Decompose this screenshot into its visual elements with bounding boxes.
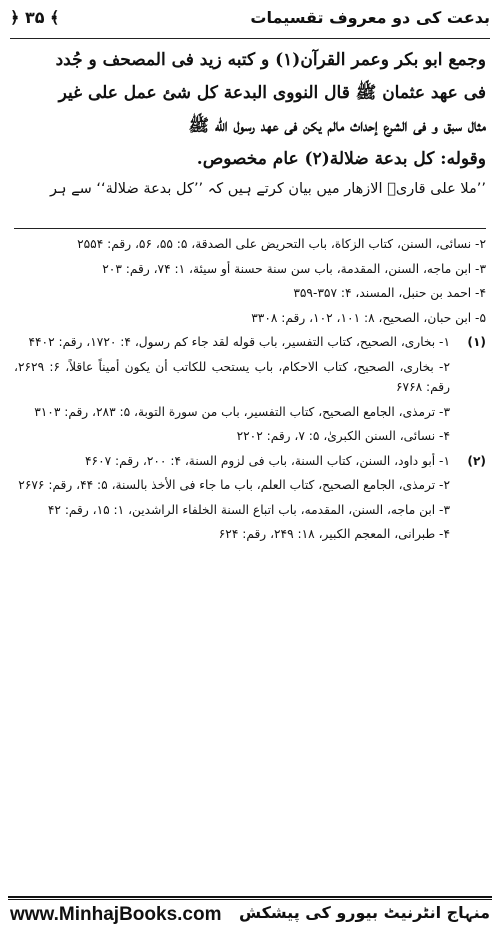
website-link[interactable]: www.MinhajBooks.com [10, 904, 222, 925]
footnote [14, 451, 486, 472]
footer-rule [8, 896, 492, 898]
footnote-text: ۱- بخاری، الصحیح، کتاب التفسیر، باب قوله لقد جاء کم رسول، ۴: ۱۷۲۰، رقم: ۴۴۰۲ [28, 335, 450, 349]
running-title: بدعت کی دو معروف تقسیمات [250, 8, 490, 27]
footnote: ۴- نسائی، السنن الکبریٰ، ۵: ۷، رقم: ۲۲۰۲ [236, 429, 450, 443]
footnote [14, 332, 486, 353]
footnote-text: ۱- أبو داود، السنن، کتاب السنة، باب فی لزوم السنة، ۴: ۲۰۰، رقم: ۴۶۰۷ [85, 453, 450, 468]
footnote: ۲- بخاری، الصحیح، کتاب الاحکام، باب یستحب للکاتب أن یکون أمیناً عاقلاً، ۶: ۲۶۲۹، رقم: ۶۷۶۸ [14, 359, 450, 394]
text-line: ’’ملا علی قاریؒ الازهار میں بیان کرتے ہیں کہ ’’کل بدعة ضلالة‘‘ سے ہر [50, 181, 486, 197]
text-line: وقوله: کل بدعة ضلالة(۲) عام مخصوص. [196, 149, 486, 169]
text-line: مثال سبق و فی الشرع إحداث مالم یکن فی عهد رسول الله ﷺ [188, 116, 486, 136]
footnote: ۴- احمد بن حنبل، المسند، ۴: ۳۵۷-۳۵۹ [293, 286, 486, 300]
footnote: ۳- ابن ماجه، السنن، المقدمه، باب اتباع السنة الخلفاء الراشدین، ۱: ۱۵، رقم: ۴۲ [47, 502, 450, 517]
publisher-credit: منہاج انٹرنیٹ بیورو کی پیشکش [238, 903, 490, 922]
footnote: ۳- ابن ماجه، السنن، المقدمة، باب سن سنة حسنة أو سیئة، ۱: ۷۴، رقم: ۲۰۳ [102, 261, 486, 276]
footnotes [14, 234, 486, 549]
footnote: ۴- طبرانی، المعجم الکبیر، ۱۸: ۲۴۹، رقم: ۶۲۴ [218, 527, 450, 541]
text-line: وجمع ابو بکر وعمر القرآن(۱) و کتبه زید فی المصحف و جُدد [55, 50, 486, 70]
footnote: ۵- ابن حبان، الصحیح، ۸: ۱۰۱، ۱۰۲، رقم: ۳۳۰۸ [251, 310, 486, 325]
footnote: ۲- نسائی، السنن، کتاب الزکاة، باب التحریض علی الصدقة، ۵: ۵۵، ۵۶، رقم: ۲۵۵۴ [77, 237, 486, 251]
footnote-separator [14, 228, 486, 229]
page-number: ﴿ ۳۵ ﴾ [10, 8, 60, 27]
footer-rule [8, 899, 492, 900]
footnote: ۳- ترمذی، الجامع الصحیح، کتاب التفسیر، باب من سورة التوبة، ۵: ۲۸۳، رقم: ۳۱۰۳ [34, 404, 450, 419]
main-text [14, 44, 486, 202]
header-rule [10, 38, 490, 39]
text-line: فی عهد عثمان ﷺ قال النووی البدعة کل شئ عمل علی غیر [58, 83, 486, 103]
footnote-marker: (۲) [467, 453, 486, 468]
footnote: ۲- ترمذی، الجامع الصحیح، کتاب العلم، باب ما جاء فی الأخذ بالسنة، ۵: ۴۴، رقم: ۲۶۷۶ [18, 478, 450, 492]
footnote-marker: (۱) [467, 335, 486, 349]
page-header [10, 6, 490, 36]
